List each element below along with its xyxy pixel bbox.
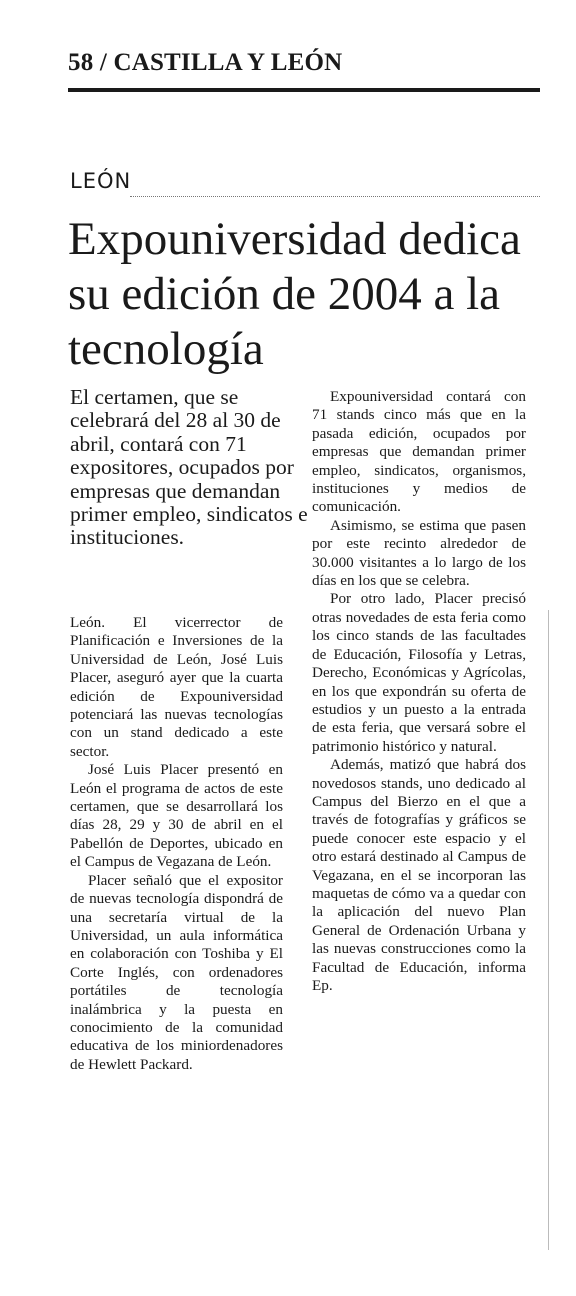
column-divider xyxy=(548,610,549,1250)
headline: Expouniversidad dedica su edición de 2004 a la tecnología xyxy=(68,213,521,375)
section-dotted-rule xyxy=(130,196,540,197)
header-rule xyxy=(68,88,540,92)
section-label: LEÓN xyxy=(70,169,132,193)
body-paragraph-7: Además, matizó que habrá dos novedosos stands, uno dedicado al Campus del Bierzo en el que a través de fotografías y gráficos se puede conocer este espacio y el otro estará destinado al Campus de Vegazana, en el se incorporan las maquetas de cómo va a quedar con la aplicación del nuevo Plan General de Ordenación Urbana y las nuevas construcciones como la Facultad de Educación, informa Ep. xyxy=(312,756,526,994)
body-paragraph-1-text: El vicerrector de Planificación e Inversiones de la Universidad de León, José Luis Placer, aseguró ayer que la cuarta edición de Expouniversidad potenciará las nuevas tecnologías con un stand dedicado a este sector. xyxy=(70,614,283,760)
body-paragraph-2: José Luis Placer presentó en León el programa de actos de este certamen, que se desarrollará los días 28, 29 y 30 de abril en el Pabellón de Deportes, ubicado en el Campus de Vegazana de León. xyxy=(70,761,283,871)
page-section-header: 58 / CASTILLA Y LEÓN xyxy=(68,49,343,76)
body-paragraph-5: Asimismo, se estima que pasen por este recinto alrededor de 30.000 visitantes a lo largo de los días en los que se celebra. xyxy=(312,516,526,590)
body-paragraph-3: Placer señaló que el expositor de nuevas tecnología dispondrá de una secretaría virtual de la Universidad, un aula informática en colaboración con Toshiba y El Corte Inglés, con ordenadores portátiles de tecnología inalámbrica y la puesta en conocimiento de la comunidad educativa de los miniordenadores de Hewlett Packard. xyxy=(70,871,283,1073)
body-column-right xyxy=(312,388,526,995)
lead-paragraph: El certamen, que se celebrará del 28 al 30 de abril, contará con 71 expositores, ocupados por empresas que demandan primer empleo, sindicatos e instituciones. xyxy=(70,385,308,550)
body-paragraph-1 xyxy=(70,614,283,761)
body-paragraph-6: Por otro lado, Placer precisó otras novedades de esta feria como los cinco stands de las facultades de Educación, Filosofía y Letras, Derecho, Económicas y Agrícolas, en los que expondrán su oferta de estudios y un puesto a la entrada de esta feria, que versará sobre el patrimonio histórico y natural. xyxy=(312,590,526,755)
body-column-left xyxy=(70,614,283,1074)
body-paragraph-4: Expouniversidad contará con 71 stands cinco más que en la pasada edición, ocupados por empresas que demandan primer empleo, sindicatos, organismos, instituciones y medios de comunicación. xyxy=(312,388,526,516)
dateline: León. xyxy=(70,614,106,631)
